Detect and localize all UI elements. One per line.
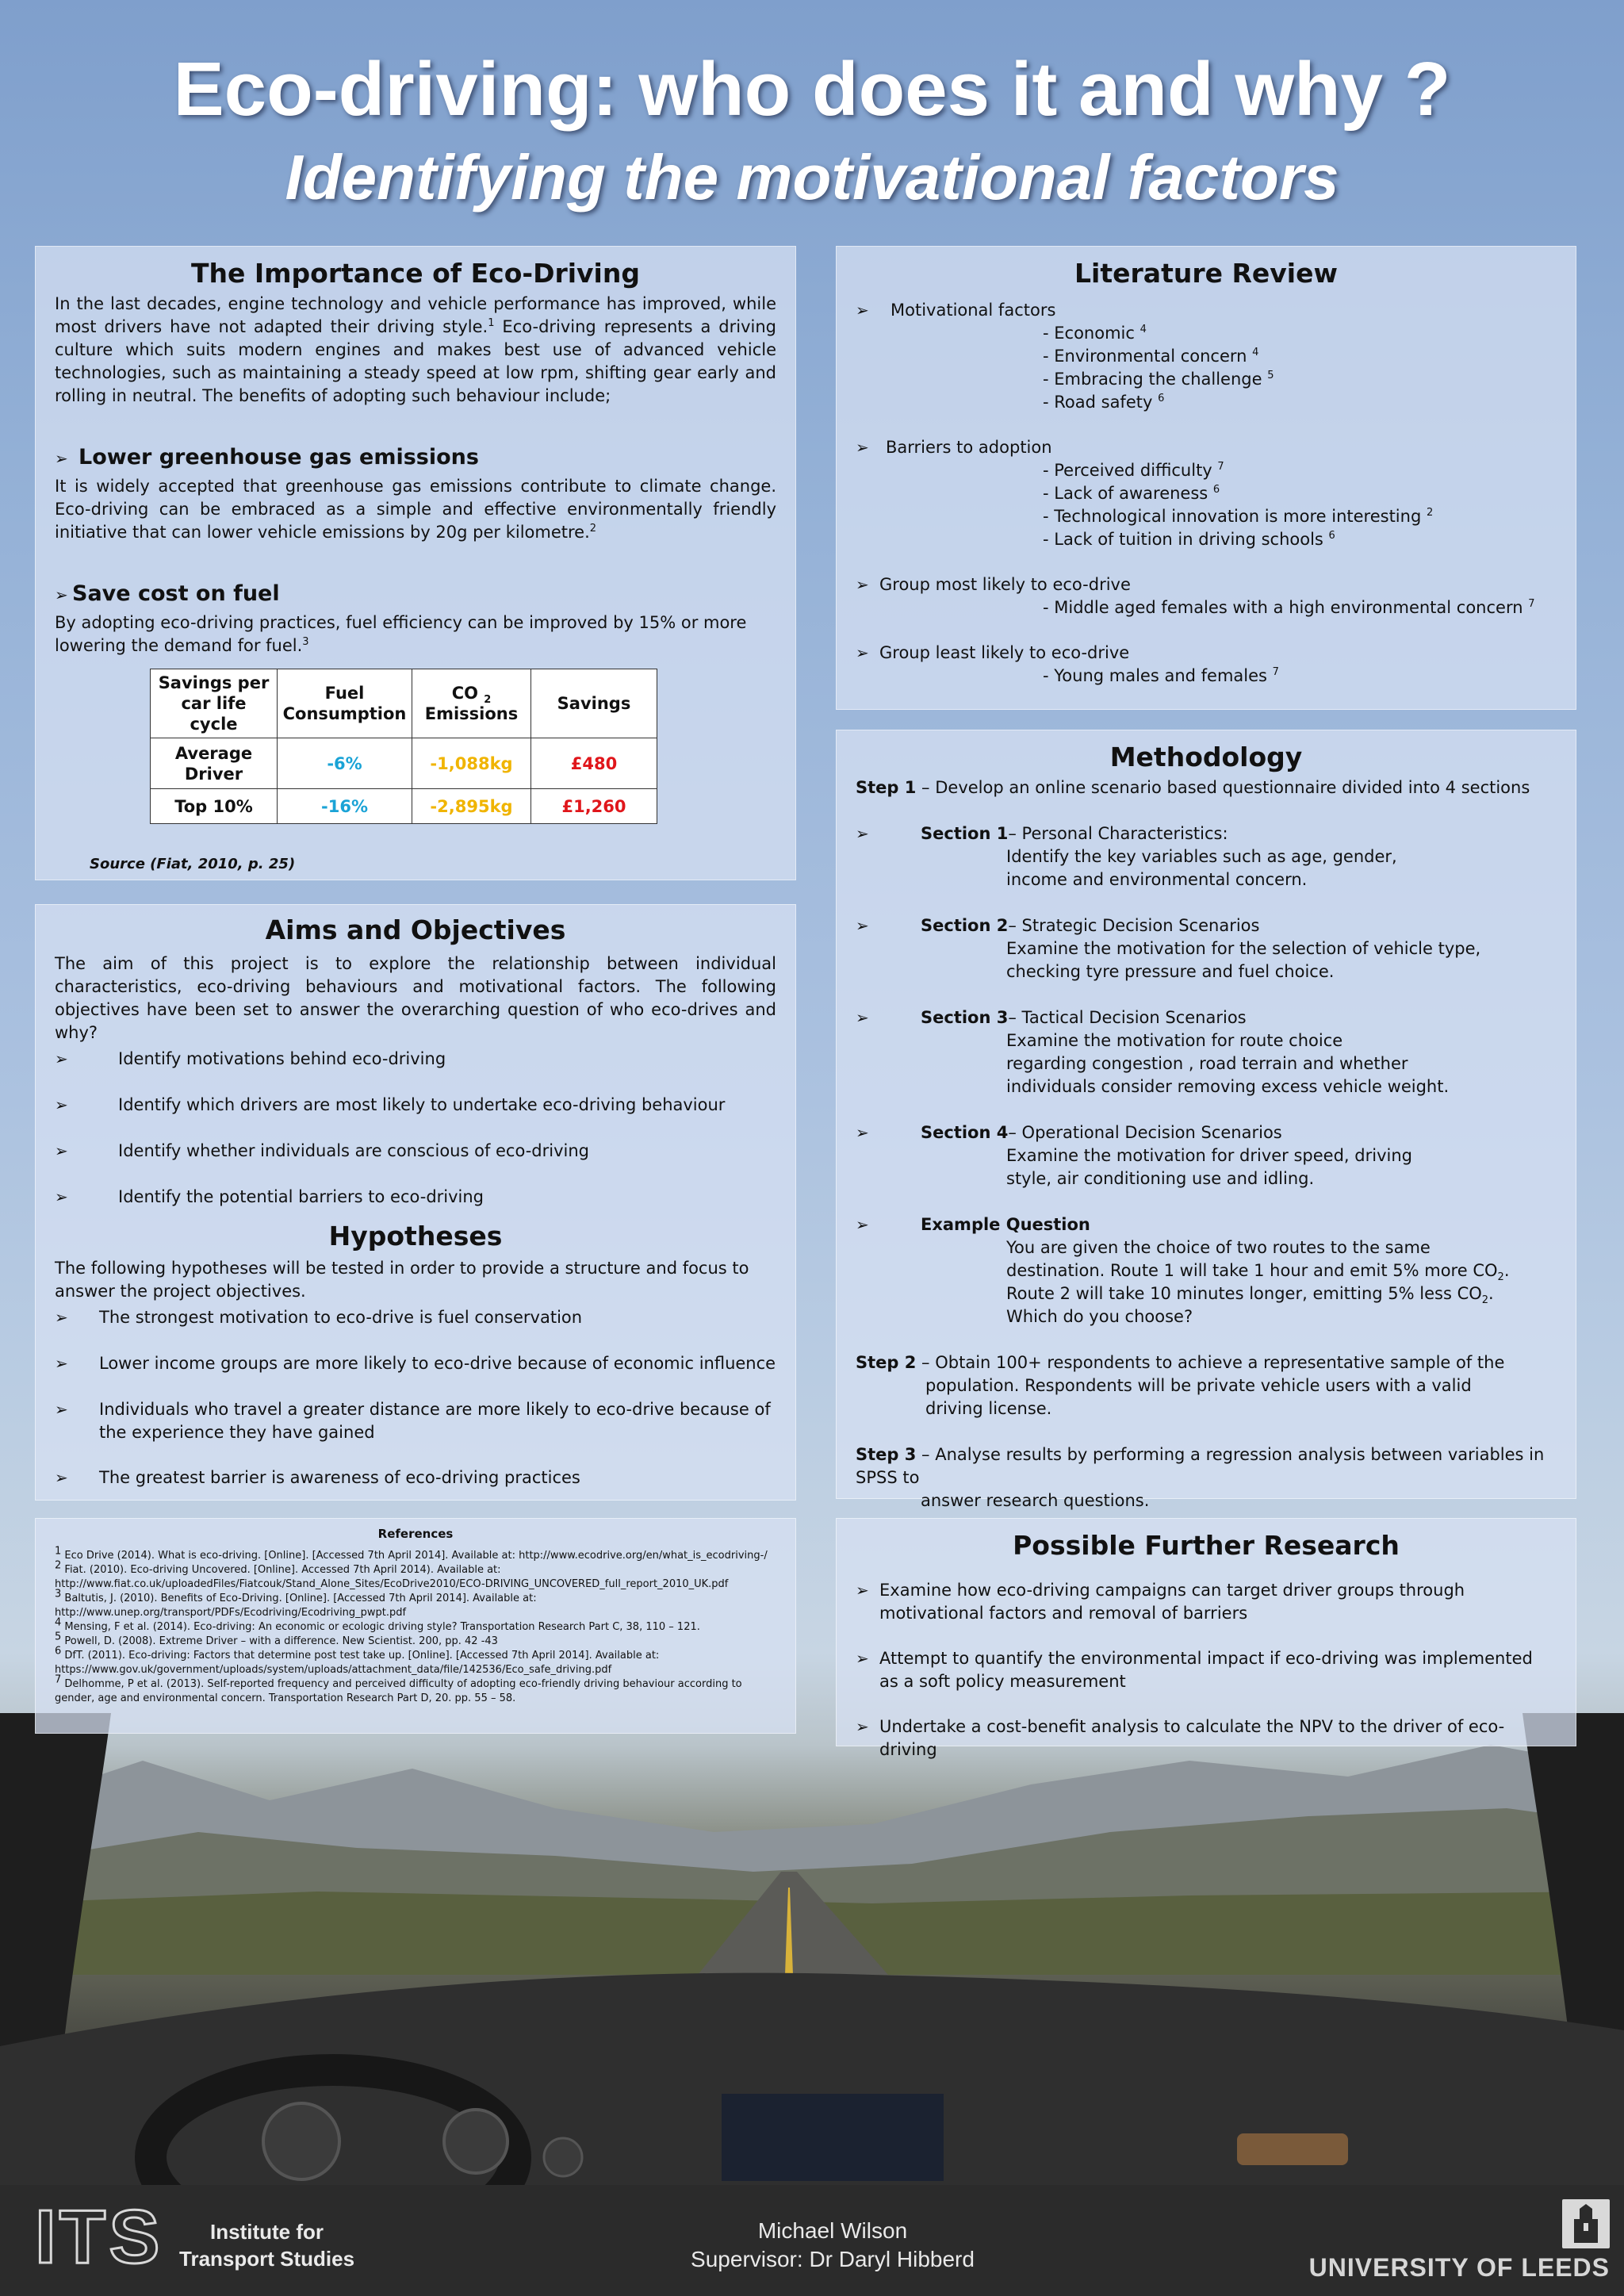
section-title: ➢ Section 4 – Operational Decision Scenarios bbox=[856, 1121, 1557, 1144]
list-subitem: - Lack of awareness $^6$ bbox=[1043, 484, 1220, 503]
list-item: ➢ Group least likely to eco-drive bbox=[856, 642, 1557, 665]
arrow-bullet-icon: ➢ bbox=[856, 1581, 869, 1600]
references-panel bbox=[35, 1518, 796, 1734]
importance-panel bbox=[35, 246, 796, 880]
table-cell: Average Driver bbox=[151, 738, 278, 789]
table-header-cell: Savings bbox=[531, 669, 657, 738]
arrow-bullet-icon: ➢ bbox=[55, 1468, 68, 1487]
university-name: UNIVERSITY OF LEEDS bbox=[1308, 2253, 1610, 2282]
table-header-cell: Fuel Consumption bbox=[278, 669, 412, 738]
references-heading: References bbox=[377, 1527, 454, 1541]
list-subitem: - Embracing the challenge $^5$ bbox=[1043, 370, 1274, 389]
list-item: ➢ Examine how eco-driving campaigns can target driver groups through motivational factors and removal of barriers bbox=[856, 1579, 1557, 1647]
arrow-bullet-icon: ➢ bbox=[55, 1187, 68, 1206]
hypotheses-intro: The following hypotheses will be tested in order to provide a structure and focus to answer the project objectives. bbox=[55, 1259, 749, 1301]
arrow-bullet-icon: ➢ bbox=[55, 1354, 68, 1373]
further-research-heading: Possible Further Research bbox=[1013, 1530, 1400, 1561]
ghg-heading: ➢ Lower greenhouse gas emissions bbox=[55, 444, 776, 472]
its-logo: ITS bbox=[35, 2194, 163, 2279]
arrow-bullet-icon: ➢ bbox=[856, 575, 869, 594]
arrow-bullet-icon: ➢ bbox=[856, 1717, 869, 1736]
arrow-bullet-icon: ➢ bbox=[856, 1649, 869, 1668]
further-list bbox=[856, 1579, 1557, 1761]
table-header-cell: Savings per car life cycle bbox=[151, 669, 278, 738]
poster-subtitle: Identifying the motivational factors bbox=[285, 142, 1339, 213]
section-line: regarding congestion , road terrain and whether bbox=[1006, 1054, 1408, 1073]
arrow-bullet-icon: ➢ bbox=[856, 824, 869, 843]
table-header-cell: CO $_2$ Emissions bbox=[412, 669, 531, 738]
reference-item: $^4$ Mensing, F et al. (2014). Eco-driving: An economic or ecologic driving style? Transportation Research Part C, 38, 110 – 121. bbox=[55, 1616, 700, 1633]
table-cell: £1,260 bbox=[531, 789, 657, 824]
arrow-bullet-icon: ➢ bbox=[55, 1141, 68, 1160]
aims-intro: The aim of this project is to explore the relationship between individual characteristics, eco-driving behaviours and motivational factors. The following objectives have been set to answer the overarching question of who eco-drives and why? bbox=[55, 954, 776, 1042]
arrow-bullet-icon: ➢ bbox=[55, 449, 68, 468]
aims-heading: Aims and Objectives bbox=[265, 914, 566, 945]
savings-table bbox=[150, 669, 657, 824]
reference-item: $^1$ Eco Drive (2014). What is eco-driving. [Online]. [Accessed 7th April 2014]. Available at: http://www.ecodrive.org/en/what_is_ecodriving-/ bbox=[55, 1545, 768, 1562]
arrow-bullet-icon: ➢ bbox=[55, 585, 68, 604]
example-question bbox=[856, 1213, 1557, 1328]
list-item: ➢ Individuals who travel a greater distance are more likely to eco-drive because of the experience they have gained bbox=[55, 1398, 776, 1466]
section-title: ➢ Section 1 – Personal Characteristics: bbox=[856, 822, 1557, 845]
fuel-text: By adopting eco-driving practices, fuel efficiency can be improved by 15% or more lowering the demand for fuel.$^3$ bbox=[55, 613, 747, 655]
step-3-line: answer research questions. bbox=[921, 1491, 1150, 1510]
reference-item: $^5$ Powell, D. (2008). Extreme Driver – with a difference. New Scientist. 200, pp. 42 -43 bbox=[55, 1631, 498, 1647]
list-item: ➢ Attempt to quantify the environmental impact if eco-driving was implemented as a soft policy measurement bbox=[856, 1647, 1557, 1715]
arrow-bullet-icon: ➢ bbox=[55, 1049, 68, 1068]
arrow-bullet-icon: ➢ bbox=[856, 438, 869, 457]
step-2-line: driving license. bbox=[925, 1399, 1052, 1418]
example-line: destination. Route 1 will take 1 hour and emit 5% more $CO_2$. bbox=[1006, 1261, 1510, 1284]
example-line: Which do you choose? bbox=[1006, 1307, 1193, 1326]
list-item: ➢ Motivational factors bbox=[856, 299, 1557, 322]
methodology-heading: Methodology bbox=[1109, 742, 1303, 772]
list-item: ➢ Lower income groups are more likely to eco-drive because of economic influence bbox=[55, 1352, 776, 1398]
motivational-list bbox=[856, 299, 1557, 414]
table-row bbox=[151, 789, 657, 824]
section-line: individuals consider removing excess vehicle weight. bbox=[1006, 1077, 1450, 1096]
ghg-text: It is widely accepted that greenhouse gas emissions contribute to climate change. Eco-driving can be embraced as a simple and effective environmentally friendly initiative that can lower vehicle emissions by 20g per kilometre.$^2$ bbox=[55, 477, 776, 542]
importance-heading: The Importance of Eco-Driving bbox=[191, 258, 640, 289]
list-item: ➢ The strongest motivation to eco-drive is fuel conservation bbox=[55, 1306, 776, 1352]
footer-bar bbox=[0, 2185, 1624, 2296]
method-section bbox=[856, 914, 1557, 983]
author-block bbox=[619, 2217, 1047, 2274]
road-landscape-image bbox=[0, 1713, 1624, 2189]
objectives-list bbox=[55, 1048, 776, 1221]
list-subitem: - Environmental concern $^4$ bbox=[1043, 347, 1259, 366]
literature-panel bbox=[836, 246, 1576, 710]
fuel-heading: ➢ Save cost on fuel bbox=[55, 581, 776, 608]
arrow-bullet-icon: ➢ bbox=[55, 1400, 68, 1419]
table-header-row bbox=[151, 669, 657, 738]
table-row bbox=[151, 738, 657, 789]
aims-panel bbox=[35, 904, 796, 1501]
table-cell: £480 bbox=[531, 738, 657, 789]
arrow-bullet-icon: ➢ bbox=[55, 1095, 68, 1114]
step-1: Step 1 – Develop an online scenario based questionnaire divided into 4 sections bbox=[856, 778, 1530, 797]
method-section bbox=[856, 1121, 1557, 1190]
section-title: ➢ Section 3 – Tactical Decision Scenarios bbox=[856, 1006, 1557, 1029]
section-line: Examine the motivation for route choice bbox=[1006, 1031, 1343, 1050]
list-item: ➢ Identify which drivers are most likely to undertake eco-driving behaviour bbox=[55, 1094, 776, 1140]
least-likely-list bbox=[856, 642, 1557, 688]
section-title: ➢ Section 2 – Strategic Decision Scenarios bbox=[856, 914, 1557, 937]
reference-item: $^6$ DfT. (2011). Eco-driving: Factors that determine post test take up. [Online]. [Accessed 7th April 2014]. Available at: https://www.gov.uk/government/uploads/system/uploads/attachment_data/file/142536/Eco_safe_driving.pdf bbox=[55, 1645, 660, 1676]
list-item: ➢ Identify whether individuals are conscious of eco-driving bbox=[55, 1140, 776, 1186]
literature-heading: Literature Review bbox=[1074, 258, 1338, 289]
section-line: style, air conditioning use and idling. bbox=[1006, 1169, 1315, 1188]
section-line: Examine the motivation for the selection of vehicle type, bbox=[1006, 939, 1481, 958]
list-item: ➢ Identify the potential barriers to eco-driving bbox=[55, 1186, 776, 1221]
section-line: income and environmental concern. bbox=[1006, 870, 1308, 889]
list-item: ➢ Barriers to adoption bbox=[856, 436, 1557, 459]
arrow-bullet-icon: ➢ bbox=[856, 1215, 869, 1234]
supervisor-name: Supervisor: Dr Daryl Hibberd bbox=[691, 2247, 975, 2271]
most-likely-list bbox=[856, 573, 1557, 619]
list-subitem: - Middle aged females with a high environmental concern $^7$ bbox=[1043, 598, 1535, 617]
method-section bbox=[856, 822, 1557, 891]
reference-item: $^2$ Fiat. (2010). Eco-driving Uncovered. [Online]. Accessed 7th April 2014). Available at: http://www.fiat.co.uk/uploadedFiles/Fiatcouk/Stand_Alone_Sites/EcoDrive2010/ECO-DRIVING_UNCOVERED_full_report_2010_UK.pdf bbox=[55, 1559, 729, 1590]
step-2-line: population. Respondents will be private vehicle users with a valid bbox=[925, 1376, 1472, 1395]
poster-title: Eco-driving: who does it and why ? bbox=[173, 47, 1451, 132]
list-subitem: - Road safety $^6$ bbox=[1043, 393, 1165, 412]
arrow-bullet-icon: ➢ bbox=[856, 301, 869, 320]
institute-name: Institute for Transport Studies bbox=[179, 2220, 355, 2271]
method-section bbox=[856, 1006, 1557, 1098]
arrow-bullet-icon: ➢ bbox=[856, 1123, 869, 1142]
list-subitem: - Technological innovation is more interesting $^2$ bbox=[1043, 507, 1434, 526]
table-cell: -6% bbox=[278, 738, 412, 789]
hypotheses-list bbox=[55, 1306, 776, 1490]
list-subitem: - Lack of tuition in driving schools $^6$ bbox=[1043, 530, 1335, 549]
barriers-list bbox=[856, 436, 1557, 551]
step-2: Step 2 – Obtain 100+ respondents to achieve a representative sample of the population. Respondents will be private vehicle users with a valid driving license. bbox=[856, 1351, 1557, 1420]
arrow-bullet-icon: ➢ bbox=[856, 643, 869, 662]
section-line: Examine the motivation for driver speed, driving bbox=[1006, 1146, 1412, 1165]
example-line: You are given the choice of two routes to the same bbox=[1006, 1238, 1431, 1257]
arrow-bullet-icon: ➢ bbox=[856, 916, 869, 935]
table-source: Source (Fiat, 2010, p. 25) bbox=[90, 856, 296, 872]
step-3: Step 3 – Analyse results by performing a regression analysis between variables in SPSS to answer research questions. bbox=[856, 1443, 1557, 1512]
example-title: ➢ Example Question bbox=[856, 1213, 1557, 1236]
further-research-panel bbox=[836, 1518, 1576, 1759]
list-subitem: - Perceived difficulty $^7$ bbox=[1043, 461, 1224, 480]
list-item: ➢ The greatest barrier is awareness of eco-driving practices bbox=[55, 1466, 776, 1490]
table-cell: -16% bbox=[278, 789, 412, 824]
university-crest-icon bbox=[1562, 2199, 1610, 2248]
hypotheses-heading: Hypotheses bbox=[328, 1221, 503, 1251]
reference-item: $^7$ Delhomme, P et al. (2013). Self-reported frequency and perceived difficulty of adopting eco-friendly driving behaviour according to gender, age and environmental concern. Transportation Research Part D, 20. pp. 55 – 58. bbox=[55, 1673, 742, 1704]
arrow-bullet-icon: ➢ bbox=[856, 1008, 869, 1027]
section-line: checking tyre pressure and fuel choice. bbox=[1006, 962, 1335, 981]
importance-intro: In the last decades, engine technology and vehicle performance has improved, while most drivers have not adapted their driving style.$^1$ Eco-driving represents a driving culture which suits modern engines and makes best use of advanced vehicle technologies, such as maintaining a steady speed at low rpm, shifting gear early and rolling in neutral. The benefits of adopting such behaviour include; bbox=[55, 294, 776, 405]
list-subitem: - Economic $^4$ bbox=[1043, 324, 1147, 343]
list-subitem: - Young males and females $^7$ bbox=[1043, 666, 1279, 685]
table-cell: -1,088kg bbox=[412, 738, 531, 789]
table-cell: Top 10% bbox=[151, 789, 278, 824]
list-item: ➢ Identify motivations behind eco-driving bbox=[55, 1048, 776, 1094]
section-line: Identify the key variables such as age, gender, bbox=[1006, 847, 1397, 866]
example-line: Route 2 will take 10 minutes longer, emitting 5% less $CO_2$. bbox=[1006, 1284, 1494, 1307]
arrow-bullet-icon: ➢ bbox=[55, 1308, 68, 1327]
methodology-panel bbox=[836, 730, 1576, 1510]
list-item: ➢ Group most likely to eco-drive bbox=[856, 573, 1557, 596]
reference-item: $^3$ Baltutis, J. (2010). Benefits of Eco-Driving. [Online]. [Accessed 7th April 2014]. Available at: http://www.unep.org/transport/PDFs/Ecodriving/Ecodriving_pwpt.pdf bbox=[55, 1588, 537, 1619]
table-cell: -2,895kg bbox=[412, 789, 531, 824]
author-name: Michael Wilson bbox=[757, 2218, 908, 2243]
list-item: ➢ Undertake a cost-benefit analysis to calculate the NPV to the driver of eco-driving bbox=[856, 1715, 1557, 1761]
